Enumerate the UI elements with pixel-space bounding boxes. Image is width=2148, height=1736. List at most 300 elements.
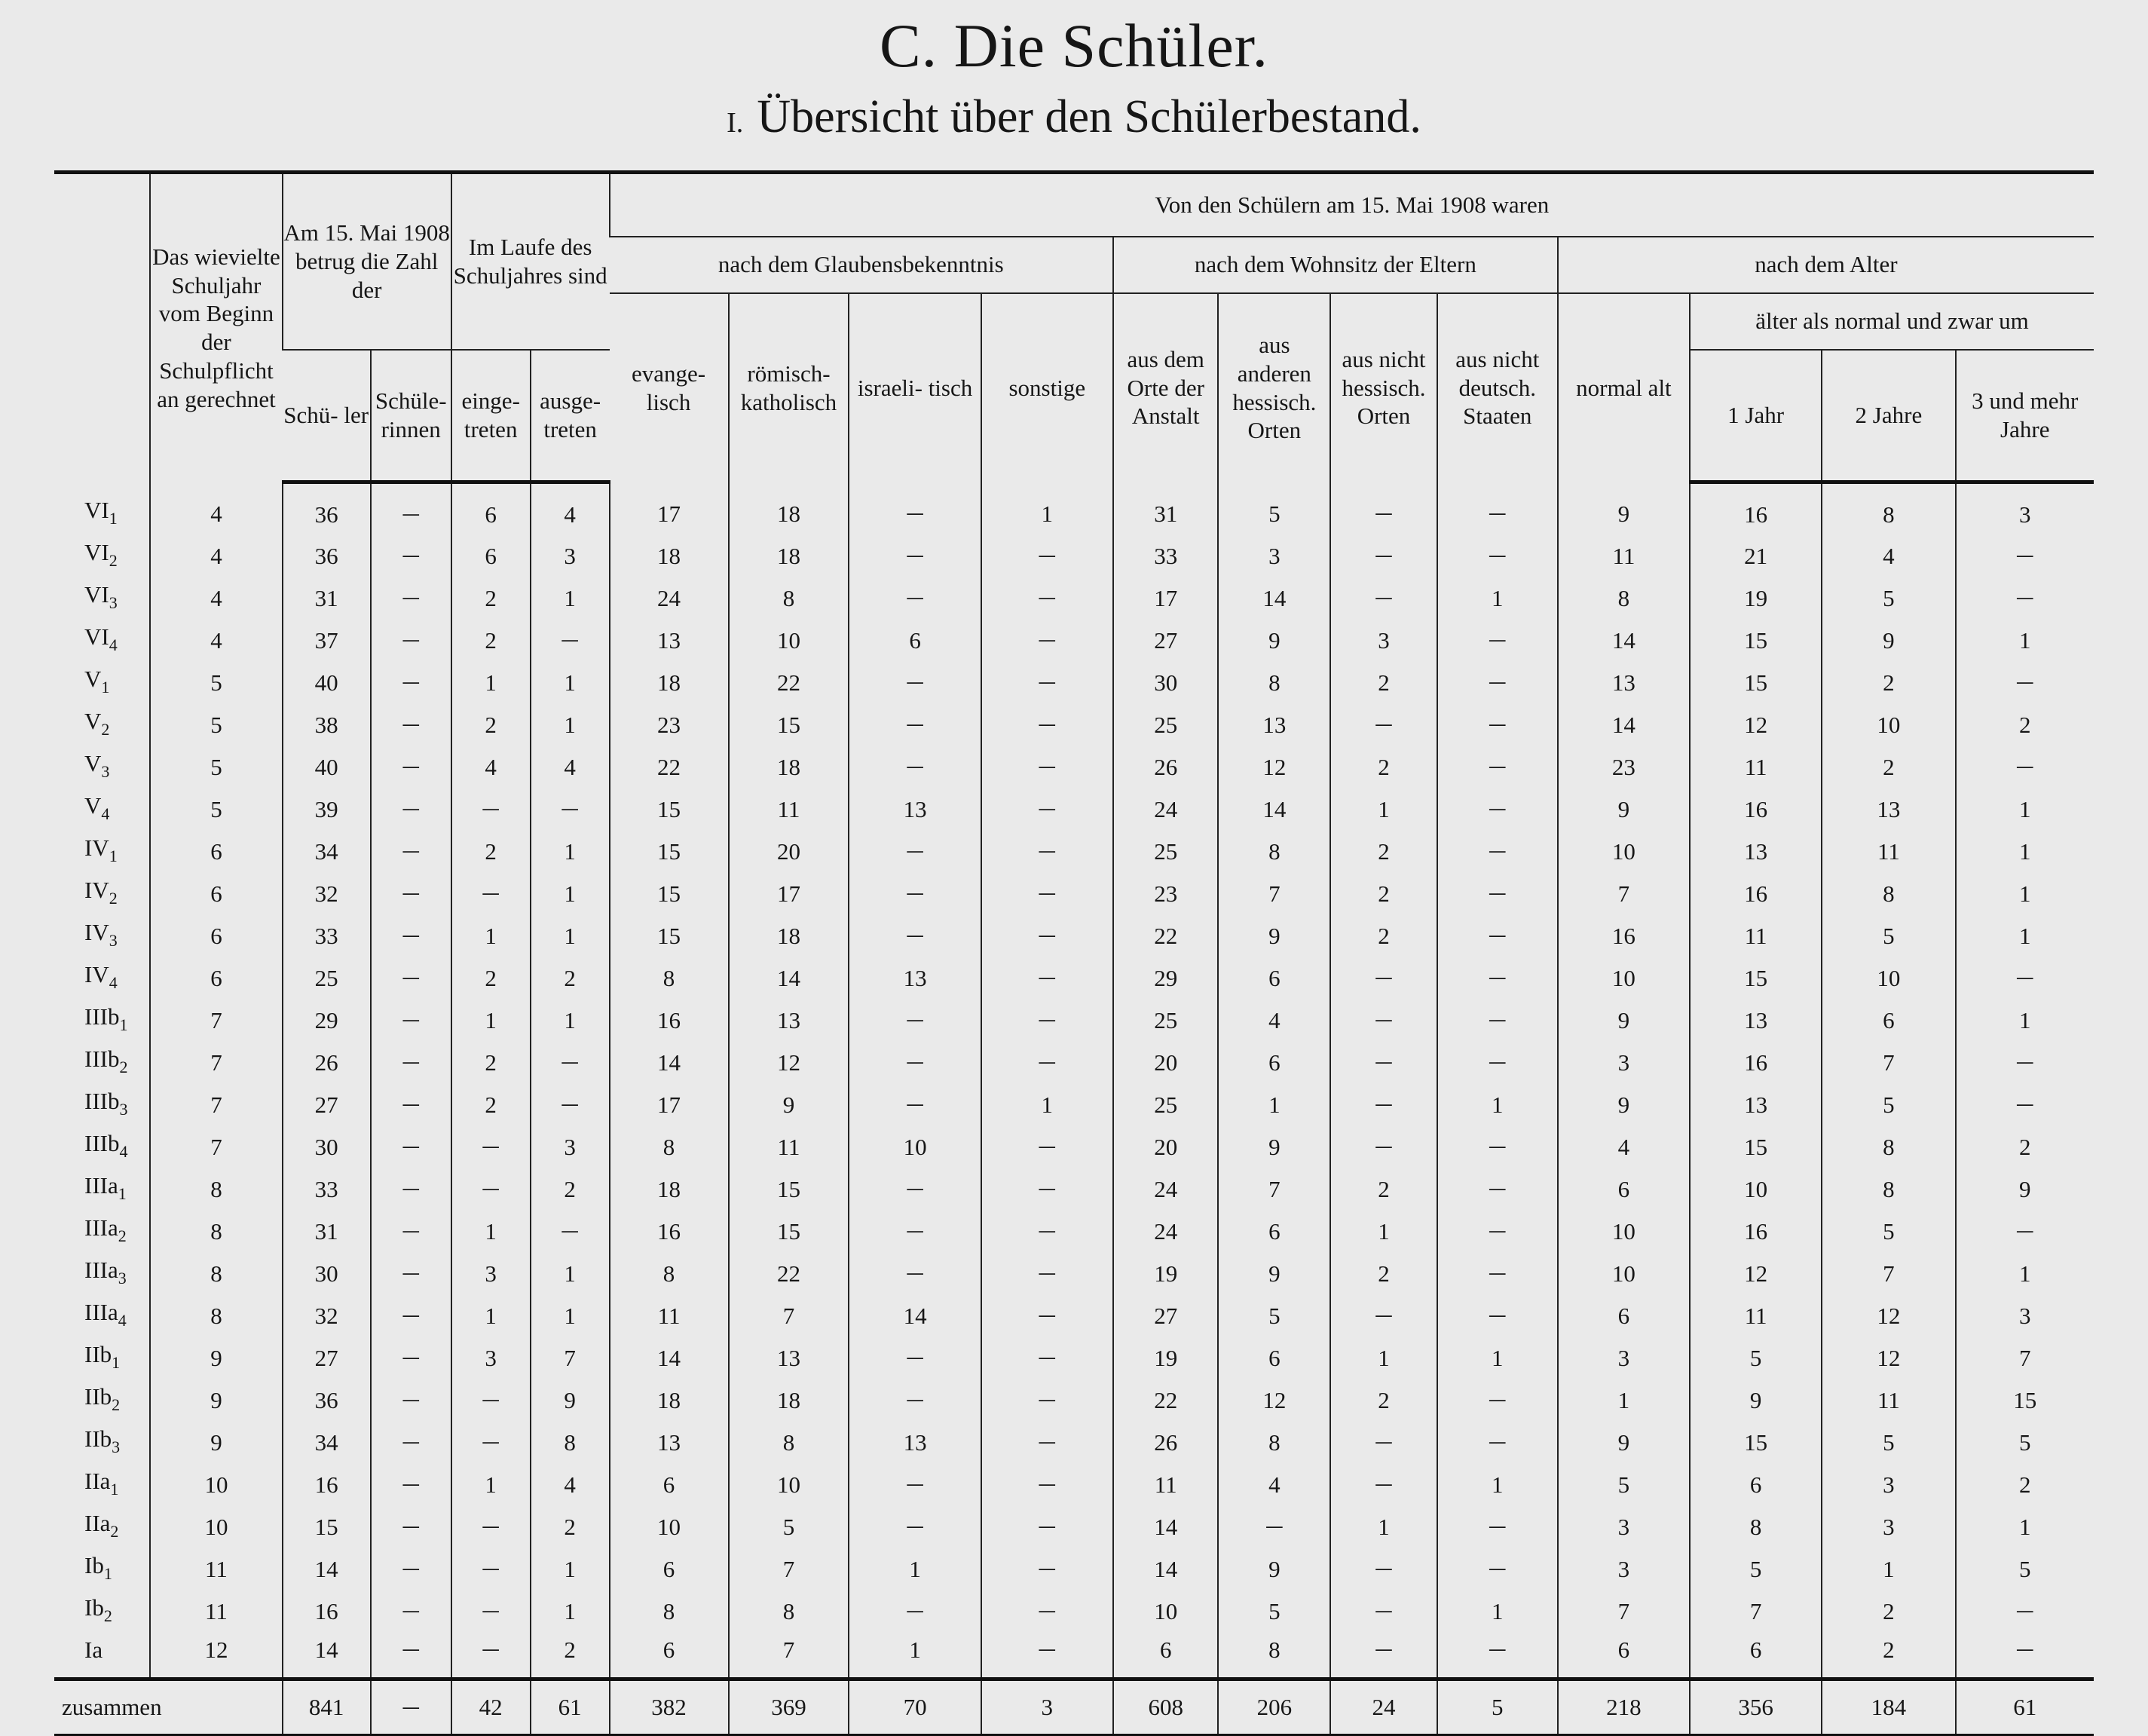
header-res-hessisch: aus anderen hessisch. Orten — [1218, 293, 1330, 482]
cell-evangelisch: 10 — [610, 1506, 729, 1548]
cell-res-nicht-deutsch: — — [1437, 1548, 1558, 1591]
cell-katholisch: 11 — [729, 1126, 849, 1168]
cell-class — [54, 873, 150, 915]
cell-schuelerinnen: — — [371, 1211, 451, 1253]
cell-age-3: — — [1956, 662, 2094, 704]
cell-age-normal: 9 — [1558, 1422, 1690, 1464]
cell-age-normal: 7 — [1558, 873, 1690, 915]
cell-schuelerinnen: — — [371, 1042, 451, 1084]
header-res-nicht-deutsch: aus nicht deutsch. Staaten — [1437, 293, 1558, 482]
cell-age-normal: 10 — [1558, 957, 1690, 1000]
cell-res-ort: 20 — [1113, 1126, 1219, 1168]
header-count: Am 15. Mai 1908 betrug die Zahl der — [283, 173, 451, 350]
cell-school-year: 6 — [150, 957, 282, 1000]
cell-res-hessisch: 14 — [1218, 788, 1330, 831]
cell-res-nicht-hessisch: — — [1330, 1042, 1437, 1084]
class-subscript: 1 — [109, 846, 118, 865]
cell-age-1: 13 — [1690, 1084, 1822, 1126]
cell-ausgetreten: 1 — [531, 1548, 610, 1591]
cell-res-nicht-hessisch: 2 — [1330, 1253, 1437, 1295]
cell-age-1: 11 — [1690, 1295, 1822, 1337]
cell-schuelerinnen: — — [371, 1548, 451, 1591]
cell-school-year: 9 — [150, 1337, 282, 1379]
cell-res-nicht-hessisch: — — [1330, 957, 1437, 1000]
cell-res-nicht-hessisch: — — [1330, 704, 1437, 746]
cell-eingetreten: 1 — [451, 662, 531, 704]
cell-evangelisch: 16 — [610, 1000, 729, 1042]
cell-eingetreten: 6 — [451, 482, 531, 535]
cell-sonstige: — — [981, 1211, 1113, 1253]
total-schueler: 841 — [283, 1679, 371, 1734]
cell-res-ort: 25 — [1113, 704, 1219, 746]
cell-ausgetreten: 1 — [531, 704, 610, 746]
cell-evangelisch: 13 — [610, 1422, 729, 1464]
cell-age-1: 21 — [1690, 535, 1822, 577]
class-subscript: 1 — [101, 677, 110, 697]
cell-katholisch: 17 — [729, 873, 849, 915]
class-name: IIb — [84, 1425, 112, 1452]
cell-ausgetreten: — — [531, 1042, 610, 1084]
cell-age-2: 10 — [1822, 704, 1955, 746]
cell-class — [54, 1000, 150, 1042]
cell-age-3: 15 — [1956, 1379, 2094, 1422]
class-name: IV — [84, 960, 109, 987]
cell-age-1: 16 — [1690, 788, 1822, 831]
table-row — [54, 746, 2094, 788]
cell-sonstige: — — [981, 1506, 1113, 1548]
cell-sonstige: — — [981, 662, 1113, 704]
table-row — [54, 1042, 2094, 1084]
cell-school-year: 12 — [150, 1633, 282, 1679]
cell-school-year: 10 — [150, 1506, 282, 1548]
cell-res-nicht-hessisch: 2 — [1330, 831, 1437, 873]
section-number: I. — [727, 107, 744, 139]
total-row — [54, 1679, 2094, 1734]
cell-res-nicht-hessisch: 2 — [1330, 1168, 1437, 1211]
cell-katholisch: 7 — [729, 1548, 849, 1591]
cell-res-hessisch: 12 — [1218, 1379, 1330, 1422]
cell-class — [54, 915, 150, 957]
cell-res-nicht-deutsch: — — [1437, 1126, 1558, 1168]
cell-age-2: 6 — [1822, 1000, 1955, 1042]
cell-israelitisch: — — [849, 831, 981, 873]
table-row — [54, 1126, 2094, 1168]
cell-res-nicht-deutsch: — — [1437, 704, 1558, 746]
class-name: IIIb — [84, 1129, 120, 1156]
cell-school-year: 5 — [150, 704, 282, 746]
cell-katholisch: 11 — [729, 788, 849, 831]
cell-res-hessisch: — — [1218, 1506, 1330, 1548]
cell-age-2: 1 — [1822, 1548, 1955, 1591]
cell-class — [54, 1042, 150, 1084]
cell-school-year: 8 — [150, 1295, 282, 1337]
cell-res-hessisch: 5 — [1218, 1591, 1330, 1633]
total-res-ort: 608 — [1113, 1679, 1219, 1734]
cell-age-3: 3 — [1956, 482, 2094, 535]
total-ausgetreten: 61 — [531, 1679, 610, 1734]
cell-ausgetreten: 2 — [531, 1506, 610, 1548]
header-school-year: Das wievielte Schuljahr vom Beginn der Schulpflicht an gerechnet — [150, 173, 282, 482]
cell-sonstige: — — [981, 831, 1113, 873]
cell-res-hessisch: 5 — [1218, 482, 1330, 535]
table-row — [54, 1168, 2094, 1211]
cell-res-nicht-deutsch: — — [1437, 873, 1558, 915]
total-res-hessisch: 206 — [1218, 1679, 1330, 1734]
cell-school-year: 7 — [150, 1084, 282, 1126]
total-age-normal: 218 — [1558, 1679, 1690, 1734]
cell-schueler: 16 — [283, 1464, 371, 1506]
cell-age-3: 1 — [1956, 620, 2094, 662]
cell-res-hessisch: 3 — [1218, 535, 1330, 577]
cell-ausgetreten: 1 — [531, 873, 610, 915]
cell-evangelisch: 8 — [610, 957, 729, 1000]
table-row — [54, 1295, 2094, 1337]
cell-age-normal: 9 — [1558, 1000, 1690, 1042]
table-row — [54, 873, 2094, 915]
cell-age-1: 15 — [1690, 1422, 1822, 1464]
header-ausgetreten: ausge- treten — [531, 350, 610, 482]
cell-res-nicht-hessisch: 2 — [1330, 915, 1437, 957]
cell-schueler: 15 — [283, 1506, 371, 1548]
cell-evangelisch: 17 — [610, 1084, 729, 1126]
cell-age-2: 4 — [1822, 535, 1955, 577]
cell-eingetreten: 2 — [451, 1042, 531, 1084]
class-name: IIIb — [84, 1003, 120, 1030]
cell-sonstige: — — [981, 873, 1113, 915]
cell-israelitisch: — — [849, 482, 981, 535]
cell-age-1: 16 — [1690, 482, 1822, 535]
cell-school-year: 4 — [150, 535, 282, 577]
table-row — [54, 1548, 2094, 1591]
cell-age-2: 10 — [1822, 957, 1955, 1000]
cell-res-nicht-deutsch: — — [1437, 746, 1558, 788]
cell-school-year: 4 — [150, 620, 282, 662]
class-name: VI — [84, 538, 109, 565]
table-row — [54, 1211, 2094, 1253]
cell-res-hessisch: 5 — [1218, 1295, 1330, 1337]
cell-katholisch: 18 — [729, 535, 849, 577]
class-name: V — [84, 665, 102, 692]
cell-sonstige: — — [981, 1337, 1113, 1379]
cell-age-3: 1 — [1956, 1000, 2094, 1042]
cell-age-2: 5 — [1822, 1211, 1955, 1253]
cell-eingetreten: 1 — [451, 1211, 531, 1253]
class-name: Ia — [84, 1636, 103, 1663]
cell-schuelerinnen: — — [371, 788, 451, 831]
class-name: IIb — [84, 1382, 112, 1410]
cell-res-nicht-hessisch: — — [1330, 577, 1437, 620]
cell-katholisch: 15 — [729, 1211, 849, 1253]
cell-age-1: 16 — [1690, 1211, 1822, 1253]
cell-schuelerinnen: — — [371, 1253, 451, 1295]
cell-evangelisch: 18 — [610, 1379, 729, 1422]
cell-res-nicht-deutsch: — — [1437, 482, 1558, 535]
total-label: zusammen — [54, 1679, 283, 1734]
table-row — [54, 1506, 2094, 1548]
class-subscript: 1 — [119, 1015, 128, 1034]
cell-ausgetreten: 1 — [531, 831, 610, 873]
cell-class — [54, 1422, 150, 1464]
class-name: VI — [84, 580, 109, 608]
cell-res-hessisch: 6 — [1218, 1211, 1330, 1253]
table-header — [54, 173, 2094, 482]
cell-age-2: 12 — [1822, 1337, 1955, 1379]
cell-age-2: 13 — [1822, 788, 1955, 831]
cell-ausgetreten: 9 — [531, 1379, 610, 1422]
cell-katholisch: 14 — [729, 957, 849, 1000]
cell-schueler: 34 — [283, 831, 371, 873]
cell-school-year: 5 — [150, 788, 282, 831]
cell-ausgetreten: 1 — [531, 1295, 610, 1337]
cell-sonstige: — — [981, 1295, 1113, 1337]
table-row — [54, 704, 2094, 746]
cell-age-1: 16 — [1690, 873, 1822, 915]
cell-schueler: 29 — [283, 1000, 371, 1042]
cell-res-nicht-deutsch: 1 — [1437, 1464, 1558, 1506]
class-subscript: 3 — [101, 761, 110, 781]
cell-res-nicht-deutsch: — — [1437, 535, 1558, 577]
cell-age-2: 3 — [1822, 1464, 1955, 1506]
class-subscript: 4 — [109, 635, 118, 654]
cell-sonstige: — — [981, 620, 1113, 662]
cell-schueler: 31 — [283, 577, 371, 620]
cell-res-nicht-hessisch: — — [1330, 1084, 1437, 1126]
header-age-3: 3 und mehr Jahre — [1956, 350, 2094, 482]
class-name: V — [84, 707, 102, 734]
cell-school-year: 5 — [150, 662, 282, 704]
cell-res-ort: 19 — [1113, 1253, 1219, 1295]
cell-evangelisch: 14 — [610, 1042, 729, 1084]
cell-class — [54, 957, 150, 1000]
cell-class — [54, 704, 150, 746]
total-evangelisch: 382 — [610, 1679, 729, 1734]
cell-evangelisch: 13 — [610, 620, 729, 662]
cell-schuelerinnen: — — [371, 1633, 451, 1679]
cell-age-normal: 5 — [1558, 1464, 1690, 1506]
cell-eingetreten: 1 — [451, 1000, 531, 1042]
cell-age-3: — — [1956, 577, 2094, 620]
table-row — [54, 915, 2094, 957]
cell-age-normal: 9 — [1558, 1084, 1690, 1126]
cell-israelitisch: — — [849, 746, 981, 788]
cell-katholisch: 22 — [729, 662, 849, 704]
cell-age-3: — — [1956, 1042, 2094, 1084]
cell-school-year: 6 — [150, 831, 282, 873]
cell-evangelisch: 8 — [610, 1253, 729, 1295]
class-subscript: 2 — [103, 1606, 112, 1625]
cell-age-2: 2 — [1822, 1591, 1955, 1633]
cell-res-nicht-hessisch: 2 — [1330, 746, 1437, 788]
cell-class — [54, 1548, 150, 1591]
cell-katholisch: 22 — [729, 1253, 849, 1295]
cell-res-nicht-deutsch: — — [1437, 1253, 1558, 1295]
cell-ausgetreten: 2 — [531, 1633, 610, 1679]
cell-schueler: 16 — [283, 1591, 371, 1633]
cell-evangelisch: 16 — [610, 1211, 729, 1253]
total-age-1: 356 — [1690, 1679, 1822, 1734]
cell-age-1: 11 — [1690, 915, 1822, 957]
cell-sonstige: — — [981, 1548, 1113, 1591]
total-age-3: 61 — [1956, 1679, 2094, 1734]
cell-res-hessisch: 8 — [1218, 831, 1330, 873]
cell-sonstige: 1 — [981, 1084, 1113, 1126]
cell-res-ort: 20 — [1113, 1042, 1219, 1084]
cell-katholisch: 9 — [729, 1084, 849, 1126]
cell-age-normal: 9 — [1558, 788, 1690, 831]
table-row — [54, 957, 2094, 1000]
cell-schueler: 30 — [283, 1253, 371, 1295]
cell-schueler: 40 — [283, 746, 371, 788]
cell-eingetreten: 3 — [451, 1253, 531, 1295]
cell-evangelisch: 18 — [610, 535, 729, 577]
cell-sonstige: — — [981, 915, 1113, 957]
cell-age-1: 11 — [1690, 746, 1822, 788]
cell-eingetreten: 2 — [451, 620, 531, 662]
cell-ausgetreten: 3 — [531, 535, 610, 577]
cell-katholisch: 10 — [729, 620, 849, 662]
header-course: Im Laufe des Schuljahres sind — [451, 173, 610, 350]
cell-age-2: 8 — [1822, 482, 1955, 535]
cell-res-ort: 25 — [1113, 1000, 1219, 1042]
table-row — [54, 1379, 2094, 1422]
cell-sonstige: — — [981, 577, 1113, 620]
cell-eingetreten: 2 — [451, 831, 531, 873]
cell-schueler: 40 — [283, 662, 371, 704]
cell-age-2: 5 — [1822, 1422, 1955, 1464]
cell-katholisch: 18 — [729, 915, 849, 957]
cell-evangelisch: 6 — [610, 1548, 729, 1591]
cell-schuelerinnen: — — [371, 1126, 451, 1168]
cell-res-hessisch: 6 — [1218, 1337, 1330, 1379]
cell-res-hessisch: 1 — [1218, 1084, 1330, 1126]
cell-res-hessisch: 4 — [1218, 1000, 1330, 1042]
cell-res-nicht-deutsch: — — [1437, 1168, 1558, 1211]
cell-age-normal: 3 — [1558, 1337, 1690, 1379]
class-subscript: 1 — [110, 1479, 119, 1499]
class-name: IIa — [84, 1467, 111, 1494]
cell-res-hessisch: 9 — [1218, 915, 1330, 957]
cell-age-1: 9 — [1690, 1379, 1822, 1422]
cell-sonstige: — — [981, 1253, 1113, 1295]
cell-age-3: 1 — [1956, 1506, 2094, 1548]
cell-israelitisch: — — [849, 704, 981, 746]
cell-res-nicht-hessisch: 1 — [1330, 1211, 1437, 1253]
cell-sonstige: — — [981, 1633, 1113, 1679]
cell-school-year: 5 — [150, 746, 282, 788]
cell-schuelerinnen: — — [371, 1084, 451, 1126]
table-row — [54, 788, 2094, 831]
cell-age-2: 11 — [1822, 1379, 1955, 1422]
header-age-normal: normal alt — [1558, 293, 1690, 482]
class-subscript: 2 — [118, 1226, 127, 1245]
class-name: Ib — [84, 1551, 104, 1578]
cell-res-ort: 19 — [1113, 1337, 1219, 1379]
cell-age-3: — — [1956, 1591, 2094, 1633]
table-row — [54, 1464, 2094, 1506]
class-subscript: 1 — [109, 508, 118, 528]
cell-class — [54, 1126, 150, 1168]
cell-age-1: 15 — [1690, 662, 1822, 704]
cell-age-2: 7 — [1822, 1042, 1955, 1084]
cell-israelitisch: — — [849, 1337, 981, 1379]
cell-res-ort: 33 — [1113, 535, 1219, 577]
table-row — [54, 620, 2094, 662]
cell-israelitisch: — — [849, 1379, 981, 1422]
table-row — [54, 535, 2094, 577]
cell-ausgetreten: — — [531, 620, 610, 662]
header-age-1: 1 Jahr — [1690, 350, 1822, 482]
class-subscript: 4 — [119, 1141, 128, 1161]
class-name: IV — [84, 834, 109, 861]
cell-res-nicht-hessisch: — — [1330, 1295, 1437, 1337]
table-body — [54, 482, 2094, 1679]
class-subscript: 1 — [112, 1352, 121, 1372]
cell-ausgetreten: — — [531, 1084, 610, 1126]
table-row — [54, 482, 2094, 535]
cell-age-normal: 16 — [1558, 915, 1690, 957]
class-name: IIb — [84, 1340, 112, 1367]
cell-katholisch: 18 — [729, 746, 849, 788]
cell-schuelerinnen: — — [371, 1168, 451, 1211]
cell-katholisch: 8 — [729, 577, 849, 620]
cell-res-nicht-deutsch: — — [1437, 915, 1558, 957]
page-title: C. Die Schüler. — [879, 11, 1269, 80]
cell-ausgetreten: 7 — [531, 1337, 610, 1379]
cell-eingetreten: — — [451, 1379, 531, 1422]
cell-age-2: 5 — [1822, 1084, 1955, 1126]
cell-res-hessisch: 9 — [1218, 1253, 1330, 1295]
class-name: IIa — [84, 1509, 111, 1536]
cell-res-ort: 14 — [1113, 1506, 1219, 1548]
table-row — [54, 1591, 2094, 1633]
cell-schuelerinnen: — — [371, 873, 451, 915]
cell-schuelerinnen: — — [371, 482, 451, 535]
cell-class — [54, 1295, 150, 1337]
cell-israelitisch: — — [849, 915, 981, 957]
cell-school-year: 11 — [150, 1591, 282, 1633]
cell-age-normal: 10 — [1558, 1253, 1690, 1295]
cell-school-year: 9 — [150, 1422, 282, 1464]
cell-schuelerinnen: — — [371, 1337, 451, 1379]
cell-school-year: 9 — [150, 1379, 282, 1422]
cell-school-year: 8 — [150, 1211, 282, 1253]
class-subscript: 2 — [119, 1057, 128, 1076]
cell-age-1: 12 — [1690, 704, 1822, 746]
cell-ausgetreten: 1 — [531, 1000, 610, 1042]
cell-evangelisch: 23 — [610, 704, 729, 746]
class-name: IV — [84, 876, 109, 903]
header-evangelisch: evange- lisch — [631, 360, 706, 415]
cell-schueler: 32 — [283, 873, 371, 915]
cell-age-1: 5 — [1690, 1548, 1822, 1591]
cell-res-ort: 23 — [1113, 873, 1219, 915]
cell-res-nicht-deutsch: 1 — [1437, 1337, 1558, 1379]
cell-ausgetreten: 4 — [531, 482, 610, 535]
cell-res-nicht-hessisch: — — [1330, 1126, 1437, 1168]
cell-age-3: 2 — [1956, 1126, 2094, 1168]
class-name: V — [84, 749, 102, 776]
cell-katholisch: 10 — [729, 1464, 849, 1506]
cell-sonstige: — — [981, 1168, 1113, 1211]
cell-age-1: 15 — [1690, 957, 1822, 1000]
cell-age-1: 13 — [1690, 831, 1822, 873]
cell-res-ort: 17 — [1113, 577, 1219, 620]
cell-israelitisch: — — [849, 535, 981, 577]
cell-res-hessisch: 9 — [1218, 620, 1330, 662]
cell-sonstige: — — [981, 1126, 1113, 1168]
class-name: IIIa — [84, 1171, 118, 1199]
cell-age-normal: 8 — [1558, 577, 1690, 620]
